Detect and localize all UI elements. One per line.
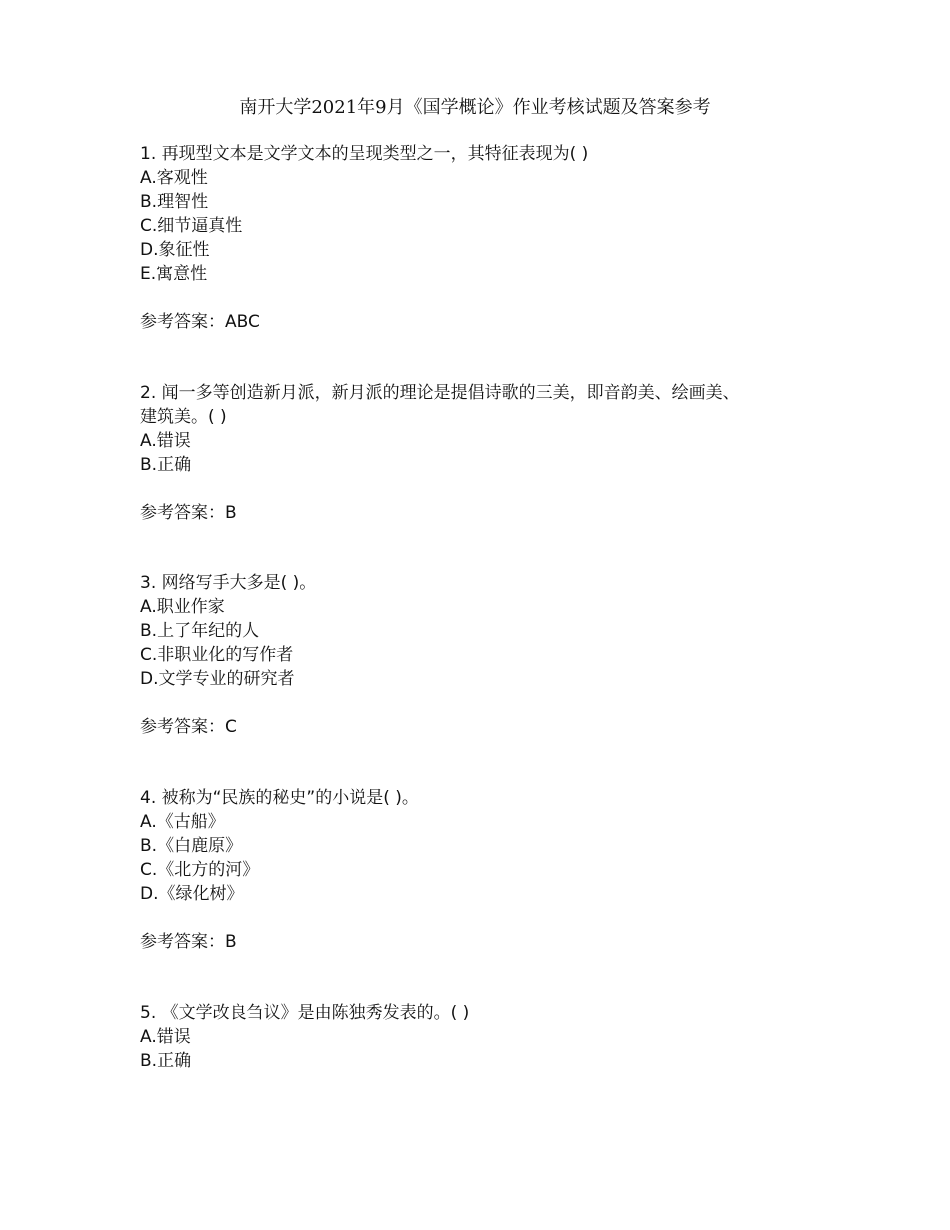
question-3-stem: 3. 网络写手大多是( )。 bbox=[140, 573, 317, 593]
question-3-option-b: B.上了年纪的人 bbox=[140, 621, 260, 641]
question-1-option-b: B.理智性 bbox=[140, 192, 209, 212]
question-4-option-c: C.《北方的河》 bbox=[140, 860, 260, 880]
question-1-option-c: C.细节逼真性 bbox=[140, 216, 243, 236]
question-4-option-d: D.《绿化树》 bbox=[140, 884, 244, 904]
question-1-stem: 1. 再现型文本是文学文本的呈现类型之一，其特征表现为( ) bbox=[140, 144, 589, 164]
question-1-option-d: D.象征性 bbox=[140, 240, 210, 260]
question-5-option-b: B.正确 bbox=[140, 1051, 192, 1071]
question-2-stem-line-2: 建筑美。( ) bbox=[140, 407, 227, 427]
question-2-answer: 参考答案：B bbox=[140, 503, 237, 523]
question-5-option-a: A.错误 bbox=[140, 1027, 191, 1047]
question-1-option-a: A.客观性 bbox=[140, 168, 208, 188]
question-2-option-a: A.错误 bbox=[140, 431, 191, 451]
question-2-option-b: B.正确 bbox=[140, 455, 192, 475]
question-3-option-d: D.文学专业的研究者 bbox=[140, 669, 295, 689]
question-4-option-a: A.《古船》 bbox=[140, 812, 225, 832]
question-4-answer: 参考答案：B bbox=[140, 932, 237, 952]
question-3-answer: 参考答案：C bbox=[140, 717, 237, 737]
question-4-option-b: B.《白鹿原》 bbox=[140, 836, 243, 856]
question-3-option-c: C.非职业化的写作者 bbox=[140, 645, 294, 665]
document-title: 南开大学2021年9月《国学概论》作业考核试题及答案参考 bbox=[239, 97, 711, 118]
question-1-answer: 参考答案：ABC bbox=[140, 312, 260, 332]
question-1-option-e: E.寓意性 bbox=[140, 264, 208, 284]
question-4-stem: 4. 被称为“民族的秘史”的小说是( )。 bbox=[140, 788, 419, 808]
question-2-stem-line-1: 2. 闻一多等创造新月派，新月派的理论是提倡诗歌的三美，即音韵美、绘画美、 bbox=[140, 383, 740, 403]
question-5-stem: 5. 《文学改良刍议》是由陈独秀发表的。( ) bbox=[140, 1003, 470, 1023]
question-3-option-a: A.职业作家 bbox=[140, 597, 225, 617]
